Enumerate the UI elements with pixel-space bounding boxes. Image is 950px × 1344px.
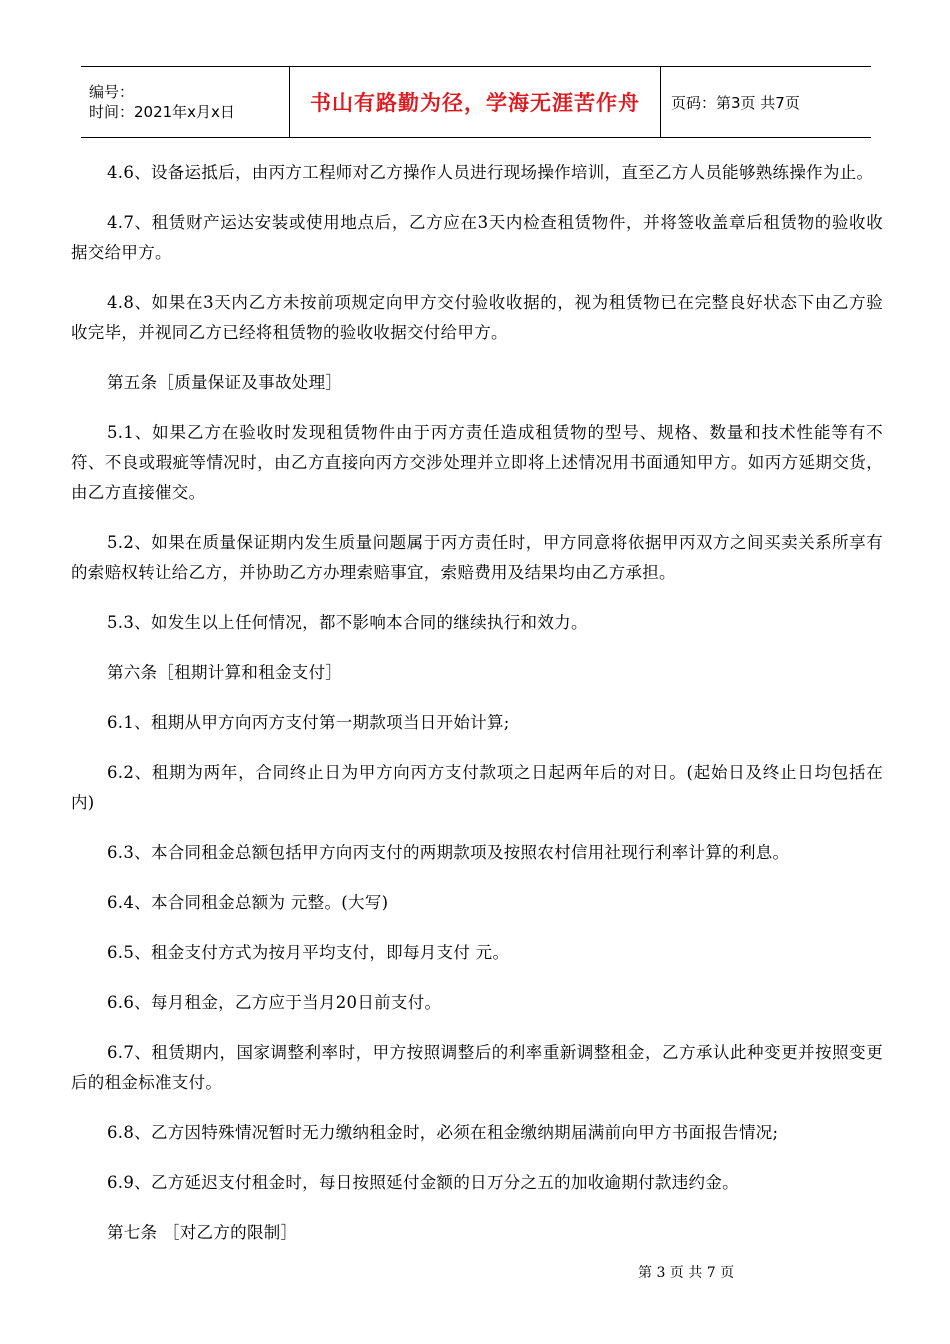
clause-6-8: 6.8、乙方因特殊情况暂时无力缴纳租金时，必须在租金缴纳期届满前向甲方书面报告情况; xyxy=(107,1123,779,1142)
document-header xyxy=(81,66,871,138)
document-body xyxy=(71,158,883,1268)
clause-6-2: 6.2、租期为两年，合同终止日为甲方向丙方支付款项之日起两年后的对日。(起始日及终止日均包括在内) xyxy=(71,763,883,812)
clause-6-6: 6.6、每月租金，乙方应于当月20日前支付。 xyxy=(107,993,442,1012)
header-meta-cell xyxy=(81,67,290,137)
clause-4-8: 4.8、如果在3天内乙方未按前项规定向甲方交付验收收据的，视为租赁物已在完整良好状态下由乙方验收完毕，并视同乙方已经将租赁物的验收收据交付给甲方。 xyxy=(71,293,883,342)
clause-5-1: 5.1、如果乙方在验收时发现租赁物件由于丙方责任造成租赁物的型号、规格、数量和技术性能等有不符、不良或瑕疵等情况时，由乙方直接向丙方交涉处理并立即将上述情况用书面通知甲方。如丙方延期交货，由乙方直接催交。 xyxy=(71,423,883,502)
header-page-indicator: 页码：第3页 共7页 xyxy=(671,93,800,112)
clause-5-2: 5.2、如果在质量保证期内发生质量问题属于丙方责任时，甲方同意将依据甲丙双方之间买卖关系所享有的索赔权转让给乙方，并协助乙方办理索赔事宜，索赔费用及结果均由乙方承担。 xyxy=(71,533,883,582)
page-footer xyxy=(0,1262,950,1282)
clause-6-1: 6.1、租期从甲方向丙方支付第一期款项当日开始计算; xyxy=(107,713,510,732)
document-date-label: 时间：2021年x月x日 xyxy=(89,103,235,121)
clause-6-5: 6.5、租金支付方式为按月平均支付，即每月支付 元。 xyxy=(107,943,510,962)
footer-page-number: 第 3 页 共 7 页 xyxy=(638,1265,735,1281)
clause-4-6: 4.6、设备运抵后，由丙方工程师对乙方操作人员进行现场操作培训，直至乙方人员能够熟练操作为止。 xyxy=(107,163,874,182)
document-number-label: 编号： xyxy=(89,83,135,101)
clause-6-3: 6.3、本合同租金总额包括甲方向丙支付的两期款项及按照农村信用社现行利率计算的利息。 xyxy=(107,843,790,862)
clause-5-3: 5.3、如发生以上任何情况，都不影响本合同的继续执行和效力。 xyxy=(107,613,588,632)
article-7-heading: 第七条 ［对乙方的限制］ xyxy=(107,1223,298,1242)
article-6-heading: 第六条［租期计算和租金支付］ xyxy=(107,663,343,682)
clause-6-4: 6.4、本合同租金总额为 元整。(大写) xyxy=(107,893,389,912)
article-5-heading: 第五条［质量保证及事故处理］ xyxy=(107,373,343,392)
clause-6-7: 6.7、租赁期内，国家调整利率时，甲方按照调整后的利率重新调整租金，乙方承认此种变更并按照变更后的租金标准支付。 xyxy=(71,1043,883,1092)
header-motto: 书山有路勤为径，学海无涯苦作舟 xyxy=(290,67,661,137)
clause-4-7: 4.7、租赁财产运达安装或使用地点后，乙方应在3天内检查租赁物件，并将签收盖章后租赁物的验收收据交给甲方。 xyxy=(71,213,883,262)
clause-6-9: 6.9、乙方延迟支付租金时，每日按照延付金额的日万分之五的加收逾期付款违约金。 xyxy=(107,1173,739,1192)
